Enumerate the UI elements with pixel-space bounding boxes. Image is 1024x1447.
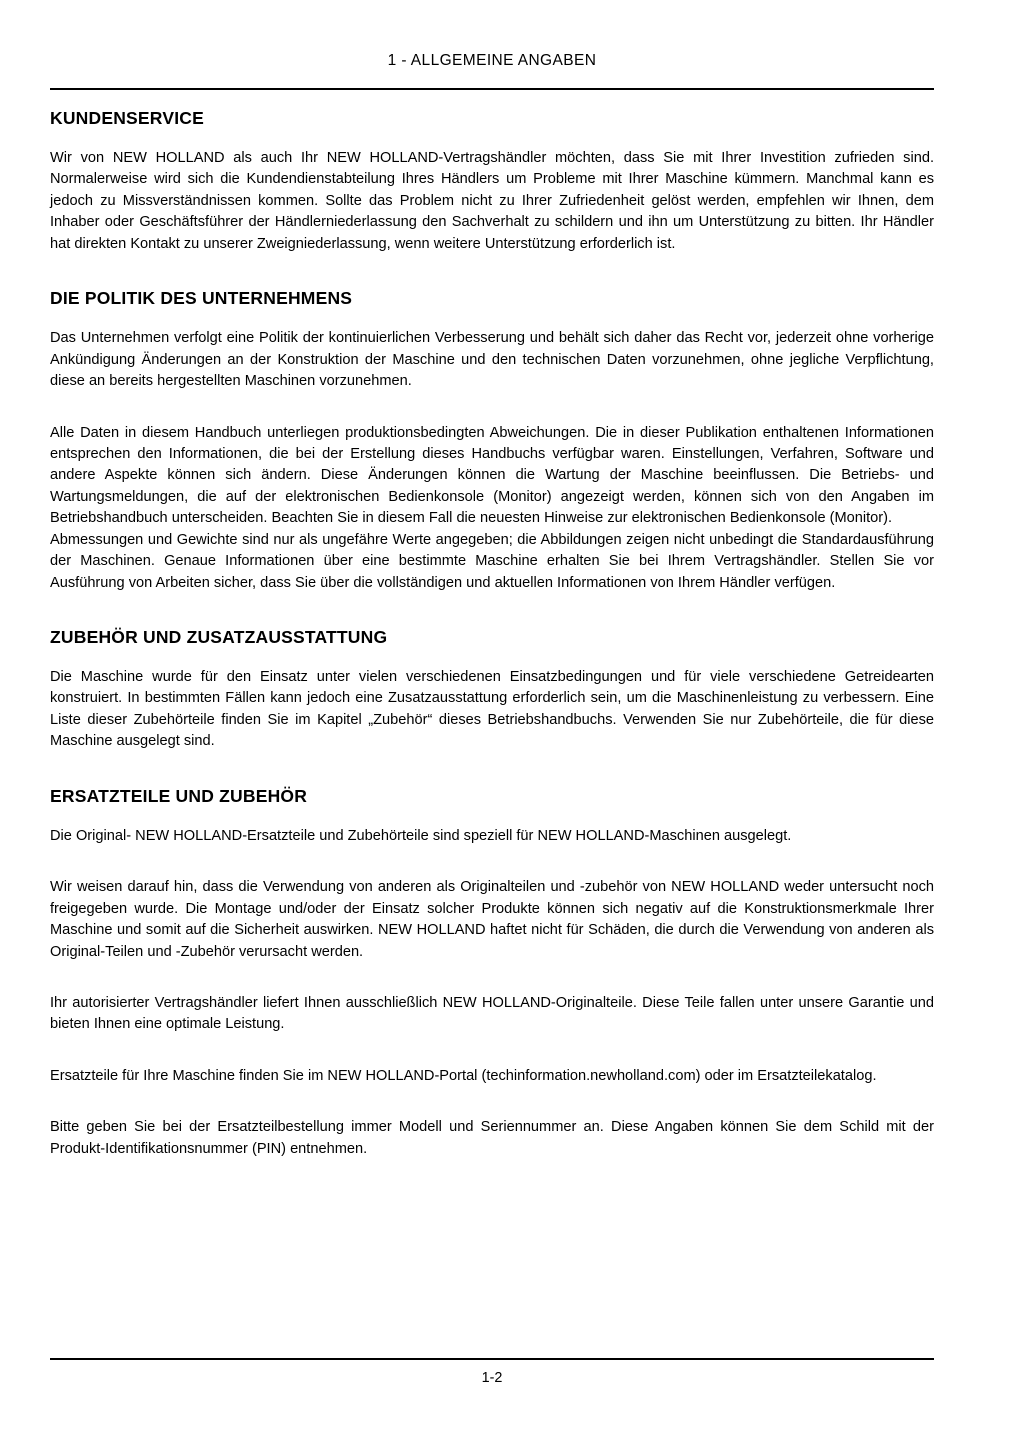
- paragraph-ersatzteile-4: Ersatzteile für Ihre Maschine finden Sie im NEW HOLLAND-Portal (techinformation.newholland.com) oder im Ersatzteilekatalog.: [50, 1067, 877, 1084]
- paragraph-ersatzteile-3: Ihr autorisierter Vertragshändler liefert Ihnen ausschließlich NEW HOLLAND-Originalteile. Diese Teile fallen unter unsere Garantie und bieten Ihnen eine optimale Leistung.: [50, 994, 934, 1033]
- page-content: [50, 108, 934, 1160]
- section-title-zubehoer-zusatzausstattung: ZUBEHÖR UND ZUSATZAUSSTATTUNG: [50, 627, 388, 647]
- section-title-unternehmenspolitik: DIE POLITIK DES UNTERNEHMENS: [50, 288, 353, 309]
- paragraph-ersatzteile-1: Die Original- NEW HOLLAND-Ersatzteile und Zubehörteile sind speziell für NEW HOLLAND-Maschinen ausgelegt.: [50, 827, 792, 844]
- header-divider: [50, 88, 934, 90]
- paragraph-ersatzteile-5: Bitte geben Sie bei der Ersatzteilbestellung immer Modell und Seriennummer an. Diese Angaben können Sie dem Schild mit der Produkt-Identifikationsnummer (PIN) entnehmen.: [50, 1119, 934, 1157]
- paragraph-politik-2: Alle Daten in diesem Handbuch unterliegen produktionsbedingten Abweichungen. Die in dieser Publikation enthaltenen Informationen entsprechen den Informationen, die bei der Erstellung dieses Handbuchs verfügbar waren. Einstellungen, Verfahren, Software und andere Aspekte können sich ändern. Diese Änderungen können die Wartung der Maschine beeinflussen. Die Betriebs- und Wartungsmeldungen, die auf der elektronischen Bedienkonsole (Monitor) angezeigt werden, können sich von den Angaben im Betriebshandbuch unterscheiden. Beachten Sie in diesem Fall die neuesten Hinweise zur elektronischen Bedienkonsole (Monitor).: [50, 424, 934, 527]
- paragraph-zubehoer-1: Die Maschine wurde für den Einsatz unter vielen verschiedenen Einsatzbedingungen und für viele verschiedene Getreidearten konstruiert. In bestimmten Fällen kann jedoch eine Zusatzausstattung erforderlich sein, um die Maschinenleistung zu verbessern. Eine Liste dieser Zubehörteile finden Sie im Kapitel „Zubehör“ dieses Betriebshandbuchs. Verwenden Sie nur Zubehörteile, die für diese Maschine ausgelegt sind.: [50, 669, 934, 750]
- page-number: 1-2: [481, 1370, 503, 1386]
- footer-divider: [50, 1358, 934, 1360]
- paragraph-politik-3: Abmessungen und Gewichte sind nur als ungefähre Werte angegeben; die Abbildungen zeigen nicht unbedingt die Standardausführung der Maschinen. Genaue Informationen über eine bestimmte Maschine erhalten Sie bei Ihrem Vertragshändler. Stellen Sie vor Ausführung von Arbeiten sicher, dass Sie über die vollständigen und aktuellen Informationen von Ihrem Händler verfügen.: [50, 531, 934, 591]
- paragraph-ersatzteile-2: Wir weisen darauf hin, dass die Verwendung von anderen als Originalteilen und -zubehör von NEW HOLLAND weder untersucht noch freigegeben wurde. Die Montage und/oder der Einsatz solcher Produkte können sich negativ auf die Konstruktionsmerkmale Ihrer Maschine und somit auf die Sicherheit auswirken. NEW HOLLAND haftet nicht für Schäden, die durch die Verwendung von anderen als Original-Teilen und -Zubehör verursacht werden.: [50, 879, 934, 960]
- page-header: 1 - ALLGEMEINE ANGABEN: [387, 52, 597, 69]
- section-title-kundenservice: KUNDENSERVICE: [50, 108, 204, 128]
- section-title-ersatzteile-zubehoer: ERSATZTEILE UND ZUBEHÖR: [50, 785, 308, 806]
- paragraph-kundenservice-1: Wir von NEW HOLLAND als auch Ihr NEW HOLLAND-Vertragshändler möchten, dass Sie mit Ihrer Investition zufrieden sind. Normalerweise wird sich die Kundendienstabteilung Ihres Händlers um Probleme mit Ihrer Maschine kümmern. Manchmal kann es jedoch zu Missverständnissen kommen. Sollte das Problem nicht zu Ihrer Zufriedenheit gelöst werden, empfehlen wir Ihnen, dem Inhaber oder Geschäftsführer der Händlerniederlassung den Sachverhalt zu schildern und ihn um Unterstützung zu bitten. Ihr Händler hat direkten Kontakt zu unserer Zweigniederlassung, wenn weitere Unterstützung erforderlich ist.: [50, 150, 934, 252]
- paragraph-politik-1: Das Unternehmen verfolgt eine Politik der kontinuierlichen Verbesserung und behält sich daher das Recht vor, jederzeit ohne vorherige Ankündigung Änderungen an der Konstruktion der Maschine und den technischen Daten vorzunehmen, ohne jegliche Verpflichtung, diese an bereits hergestellten Maschinen vorzunehmen.: [50, 330, 934, 390]
